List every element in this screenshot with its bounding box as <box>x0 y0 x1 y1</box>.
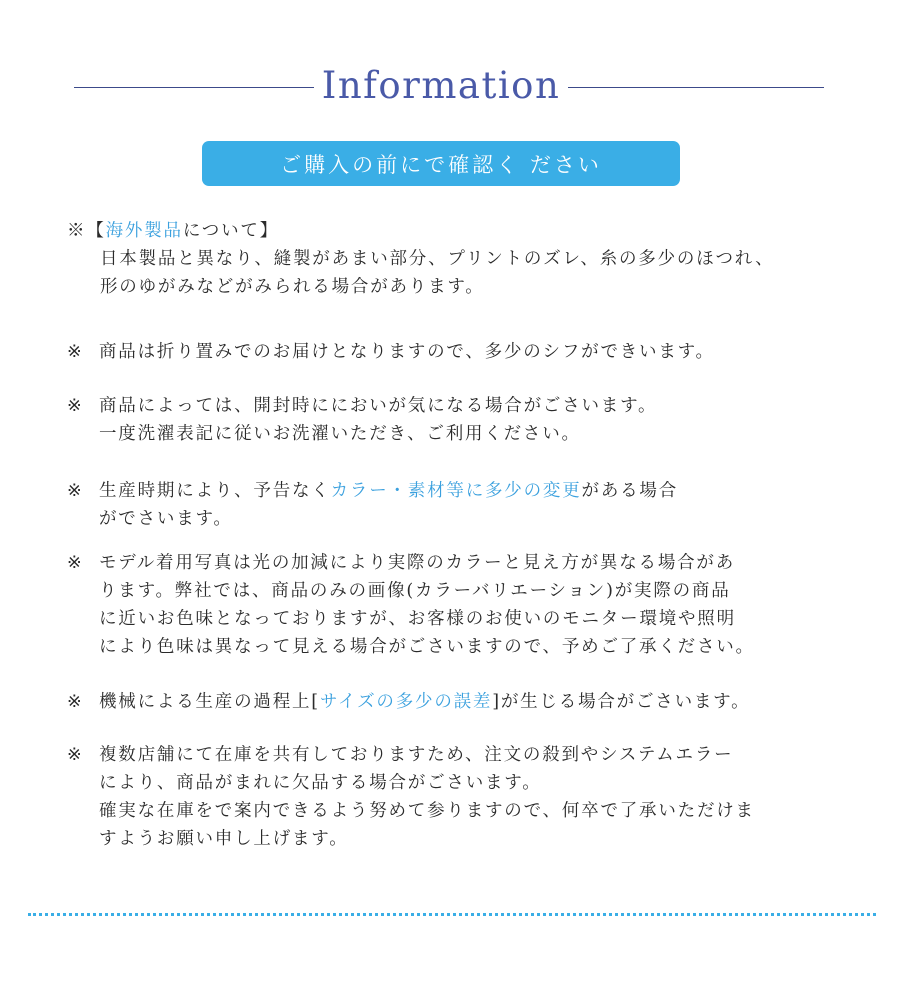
note-overseas <box>67 217 774 301</box>
page-title: Information <box>321 64 561 107</box>
note-line: 複数店舗にて在庫を共有しておりますため、注文の殺到やシステムエラー <box>99 745 734 765</box>
note-folding <box>67 338 715 366</box>
note-mark: ※ <box>67 342 84 362</box>
highlight-overseas: 海外製品 <box>105 221 183 241</box>
bracket-open: 【 <box>86 221 106 241</box>
note-line: 形のゆがみなどがみられる場合があります。 <box>100 277 485 297</box>
text-after: ]が生じる場合がごさいます。 <box>492 692 751 712</box>
note-line: ります。弊社では、商品のみの画像(カラーバリエーション)が実際の商品 <box>99 581 731 601</box>
heading-rest: について】 <box>182 221 279 241</box>
note-line: 商品は折り置みでのお届けとなりますので、多少のシフができいます。 <box>99 342 715 362</box>
note-line: 確実な在庫をで案内できるよう努めて参りますので、何卒で了承いただけま <box>99 801 755 821</box>
note-mark: ※ <box>67 745 84 765</box>
note-odor <box>67 392 657 448</box>
note-mark: ※ <box>67 221 87 241</box>
note-mark: ※ <box>67 396 84 416</box>
note-line: モデル着用写真は光の加減により実際のカラーと見え方が異なる場合があ <box>99 553 736 573</box>
note-change <box>67 477 678 533</box>
note-stock <box>67 741 755 853</box>
highlight-change: カラー・素材等に多少の変更 <box>330 481 582 501</box>
note-line: 日本製品と異なり、縫製があまい部分、プリントのズレ、糸の多少のほつれ、 <box>100 249 775 269</box>
note-size <box>67 688 750 716</box>
note-line <box>99 477 678 505</box>
note-mark: ※ <box>67 692 84 712</box>
note-line: 商品によっては、開封時ににおいが気になる場合がごさいます。 <box>99 396 658 416</box>
header-rule-right <box>568 87 824 88</box>
note-overseas-body <box>100 245 774 301</box>
note-overseas-heading <box>67 217 774 245</box>
highlight-size: サイズの多少の誤差 <box>319 692 493 712</box>
note-stock-body <box>99 741 755 853</box>
section-header <box>0 62 900 114</box>
note-folding-body <box>99 338 715 366</box>
note-change-body <box>99 477 678 533</box>
note-line: すようお願い申し上げます。 <box>99 829 349 849</box>
text-before: 生産時期により、予告なく <box>99 481 331 501</box>
note-line: がでさいます。 <box>99 509 233 529</box>
header-rule-left <box>74 87 314 88</box>
note-mark: ※ <box>67 553 84 573</box>
note-mark: ※ <box>67 481 84 501</box>
note-color-body <box>99 549 755 661</box>
dotted-divider <box>28 913 876 916</box>
note-line: に近いお色味となっておりますが、お客様のお使いのモニター環境や照明 <box>99 609 736 629</box>
note-line <box>99 688 750 716</box>
note-line: 一度洗濯表記に従いお洗濯いただき、ご利用ください。 <box>99 424 581 444</box>
note-line: により、商品がまれに欠品する場合がごさいます。 <box>99 773 542 793</box>
note-odor-body <box>99 392 657 448</box>
note-line: により色味は異なって見える場合がごさいますので、予めご了承ください。 <box>99 637 755 657</box>
text-before: 機械による生産の過程上[ <box>99 692 320 712</box>
note-size-body <box>99 688 750 716</box>
confirm-banner: ご購入の前にで確認く ださい <box>202 141 680 186</box>
text-after: がある場合 <box>581 481 679 501</box>
note-color <box>67 549 755 661</box>
